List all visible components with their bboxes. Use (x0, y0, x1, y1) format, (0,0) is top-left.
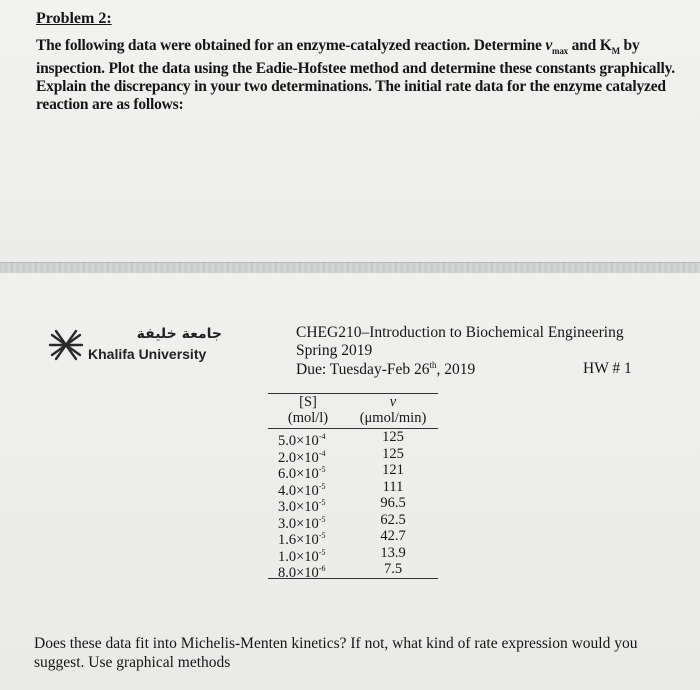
rate-symbol: v (389, 394, 397, 410)
table-row (268, 429, 438, 449)
substrate-exponent: -4 (318, 432, 326, 441)
rate-value: 125 (382, 429, 404, 445)
due-date-text: Due: Tuesday-Feb 26 (296, 361, 430, 379)
rate-value: 125 (382, 445, 404, 462)
follow-up-question: Does these data fit into Michelis-Menten kinetics? If not, what kind of rate expression would you suggest. Use graphical methods (34, 635, 638, 671)
due-date-year: , 2019 (436, 361, 476, 379)
substrate-mantissa: 8.0×10 (278, 564, 319, 581)
substrate-exponent: -5 (318, 531, 326, 540)
table-row (268, 528, 438, 548)
substrate-exponent: -5 (318, 481, 326, 491)
rate-value: 42.7 (380, 528, 406, 544)
problem-statement (36, 37, 676, 114)
due-date-suffix: th (429, 360, 437, 370)
khalifa-logo-icon (48, 327, 84, 363)
table-header-row (268, 394, 438, 410)
substrate-mantissa: 2.0×10 (278, 449, 319, 466)
table-row (268, 511, 438, 532)
rate-value: 7.5 (383, 561, 403, 577)
rate-header (348, 394, 438, 410)
rate-value: 13.9 (380, 544, 406, 561)
homework-number: HW # 1 (583, 360, 632, 377)
vmax-symbol: v (545, 37, 553, 54)
substrate-exponent: -5 (318, 547, 326, 557)
semester: Spring 2019 (296, 342, 373, 359)
substrate-mantissa: 5.0×10 (278, 432, 319, 449)
substrate-mantissa: 3.0×10 (278, 515, 319, 532)
substrate-mantissa: 6.0×10 (278, 465, 319, 482)
substrate-exponent: -6 (318, 564, 326, 573)
substrate-mantissa: 3.0×10 (278, 498, 319, 515)
table-unit-row (268, 410, 438, 429)
problem-title: Problem 2: (36, 10, 112, 27)
course-title: CHEG210–Introduction to Biochemical Engineering (296, 324, 624, 341)
rate-data-table (268, 393, 438, 579)
rate-value: 62.5 (380, 511, 406, 528)
logo-arabic-text: جامعة خليفة (136, 326, 222, 342)
substrate-value (268, 545, 348, 565)
substrate-mantissa: 1.6×10 (278, 531, 319, 548)
substrate-header: [S] (299, 394, 317, 410)
table-row (268, 544, 438, 565)
substrate-value (268, 561, 348, 581)
substrate-value (268, 512, 348, 532)
rate-value: 96.5 (380, 495, 406, 511)
km-symbol: and K (567, 37, 612, 54)
vmax-subscript: max (552, 46, 568, 57)
substrate-unit: (mol/l) (287, 410, 329, 426)
substrate-value (268, 446, 348, 466)
table-row (268, 445, 438, 466)
rate-unit: (μmol/min) (359, 410, 427, 426)
substrate-value (268, 479, 348, 499)
substrate-mantissa: 4.0×10 (278, 482, 319, 499)
substrate-exponent: -4 (318, 448, 326, 458)
rate-value: 111 (382, 478, 404, 495)
substrate-value (268, 429, 348, 449)
substrate-value (268, 495, 348, 515)
substrate-mantissa: 1.0×10 (278, 548, 319, 565)
table-row (268, 478, 438, 499)
km-subscript: M (611, 46, 620, 57)
substrate-exponent: -5 (318, 514, 326, 524)
logo-english-text: Khalifa University (88, 346, 207, 362)
table-body (268, 429, 438, 581)
table-row (268, 462, 438, 482)
problem-text-end: by inspection. Plot the data using the Eadie-Hofstee method and determine these constants graphically. Explain the discrepancy in your two determinations. The initial rate data for the enzyme catalyzed reaction are as follows: (36, 37, 675, 114)
rate-value: 121 (382, 462, 404, 478)
table-row (268, 495, 438, 515)
substrate-exponent: -5 (318, 465, 326, 474)
substrate-value (268, 462, 348, 482)
problem-text-start: The following data were obtained for an enzyme-catalyzed reaction. Determine (36, 37, 546, 54)
substrate-value (268, 528, 348, 548)
table-row (268, 561, 438, 581)
university-logo (48, 326, 228, 366)
substrate-exponent: -5 (318, 498, 326, 507)
due-date (296, 360, 475, 379)
